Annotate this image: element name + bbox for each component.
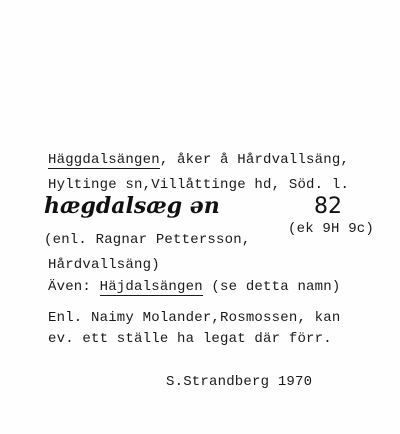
note-line-1: Enl. Naimy Molander,Rosmossen, kan: [48, 310, 341, 326]
map-reference: (ek 9H 9c): [288, 221, 375, 237]
handwritten-pronunciation: hægdalsæg ən: [44, 193, 220, 219]
note-line-2: ev. ett ställe ha legat där förr.: [48, 331, 332, 347]
see-also-note: (se detta namn): [202, 279, 341, 295]
parish-district-line: Hyltinge sn,Villåttinge hd, Söd. l.: [48, 177, 350, 193]
alternate-name: Häjdalsängen: [99, 279, 203, 295]
headword-description: , åker å Hårdvallsäng,: [159, 152, 350, 168]
informant-line: (enl. Ragnar Pettersson,: [44, 232, 251, 248]
informant-place: Hårdvallsäng): [48, 257, 160, 273]
signature-line: S.Strandberg 1970: [166, 374, 313, 390]
entry-headword-line: [48, 152, 349, 168]
handwritten-number: 82: [314, 194, 342, 219]
also-line: [48, 279, 340, 295]
also-prefix: Även:: [48, 279, 100, 295]
headword: Häggdalsängen: [48, 152, 160, 168]
